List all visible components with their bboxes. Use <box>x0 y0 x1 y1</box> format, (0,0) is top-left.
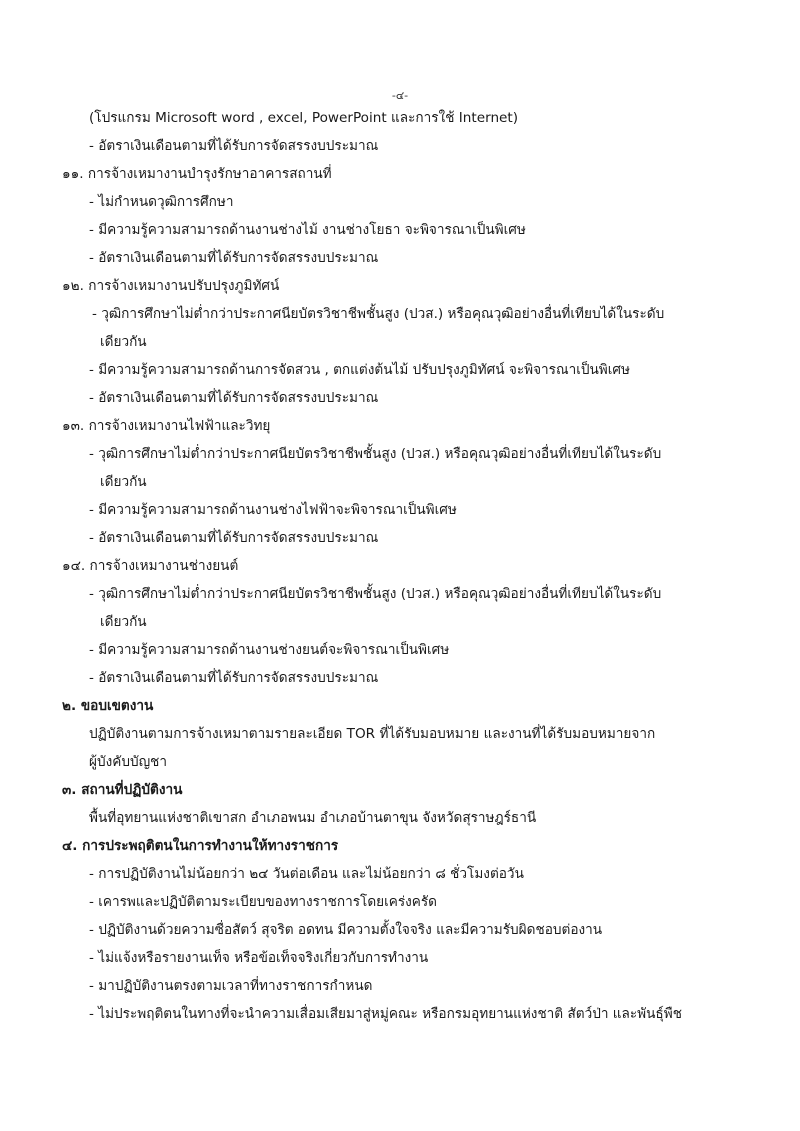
bullet-item: - อัตราเงินเดือนตามที่ได้รับการจัดสรรงบประมาณ <box>89 250 379 266</box>
bullet-item: - ไม่กำหนดวุฒิการศึกษา <box>89 194 234 210</box>
paragraph-line: ปฏิบัติงานตามการจ้างเหมาตามรายละเอียด TOR ที่ได้รับมอบหมาย และงานที่ได้รับมอบหมายจาก <box>89 726 656 742</box>
bullet-item: - มีความรู้ความสามารถด้านงานช่างไม้ งานช่างโยธา จะพิจารณาเป็นพิเศษ <box>89 222 526 238</box>
paragraph-line: เดียวกัน <box>100 474 147 490</box>
bullet-item: - มีความรู้ความสามารถด้านงานช่างไฟฟ้าจะพิจารณาเป็นพิเศษ <box>89 502 457 518</box>
bullet-item: - ไม่แจ้งหรือรายงานเท็จ หรือข้อเท็จจริงเกี่ยวกับการทำงาน <box>89 950 429 966</box>
paragraph-line: ผู้บังคับบัญชา <box>89 754 168 770</box>
bullet-item: - ปฏิบัติงานด้วยความซื่อสัตว์ สุจริต อดทน มีความตั้งใจจริง และมีความรับผิดชอบต่องาน <box>89 922 603 938</box>
section-heading: ๑๑. การจ้างเหมางานบำรุงรักษาอาคารสถานที่ <box>62 166 332 182</box>
section-heading: ๓. สถานที่ปฏิบัติงาน <box>62 782 183 798</box>
paragraph-line: (โปรแกรม Microsoft word , excel, PowerPoint และการใช้ Internet) <box>89 110 519 126</box>
bullet-item: - การปฏิบัติงานไม่น้อยกว่า ๒๔ วันต่อเดือน และไม่น้อยกว่า ๘ ชั่วโมงต่อวัน <box>89 866 524 882</box>
bullet-item: - มีความรู้ความสามารถด้านการจัดสวน , ตกแต่งต้นไม้ ปรับปรุงภูมิทัศน์ จะพิจารณาเป็นพิเศษ <box>89 362 630 378</box>
bullet-item: - วุฒิการศึกษาไม่ต่ำกว่าประกาศนียบัตรวิชาชีพชั้นสูง (ปวส.) หรือคุณวุฒิอย่างอื่นที่เทียบได้ในระดับ <box>92 306 665 322</box>
bullet-item: - อัตราเงินเดือนตามที่ได้รับการจัดสรรงบประมาณ <box>89 390 379 406</box>
section-heading: ๑๒. การจ้างเหมางานปรับปรุงภูมิทัศน์ <box>62 278 280 294</box>
bullet-item: - ไม่ประพฤติตนในทางที่จะนำความเสื่อมเสียมาสู่หมู่คณะ หรือกรมอุทยานแห่งชาติ สัตว์ป่า และพันธุ์พืช <box>89 1006 682 1022</box>
bullet-item: - มาปฏิบัติงานตรงตามเวลาที่ทางราชการกำหนด <box>89 978 373 994</box>
bullet-item: - เคารพและปฏิบัติตามระเบียบของทางราชการโดยเคร่งครัด <box>89 894 438 910</box>
bullet-item: - อัตราเงินเดือนตามที่ได้รับการจัดสรรงบประมาณ <box>89 138 379 154</box>
paragraph-line: พื้นที่อุทยานแห่งชาติเขาสก อำเภอพนม อำเภอบ้านตาขุน จังหวัดสุราษฎร์ธานี <box>89 810 537 826</box>
paragraph-line: เดียวกัน <box>100 334 147 350</box>
section-heading: ๑๓. การจ้างเหมางานไฟฟ้าและวิทยุ <box>62 418 271 434</box>
bullet-item: - วุฒิการศึกษาไม่ต่ำกว่าประกาศนียบัตรวิชาชีพชั้นสูง (ปวส.) หรือคุณวุฒิอย่างอื่นที่เทียบได้ในระดับ <box>89 446 662 462</box>
paragraph-line: เดียวกัน <box>100 614 147 630</box>
bullet-item: - วุฒิการศึกษาไม่ต่ำกว่าประกาศนียบัตรวิชาชีพชั้นสูง (ปวส.) หรือคุณวุฒิอย่างอื่นที่เทียบได้ในระดับ <box>89 586 662 602</box>
section-heading: ๒. ขอบเขตงาน <box>62 698 154 714</box>
bullet-item: - อัตราเงินเดือนตามที่ได้รับการจัดสรรงบประมาณ <box>89 530 379 546</box>
bullet-item: - มีความรู้ความสามารถด้านงานช่างยนต์จะพิจารณาเป็นพิเศษ <box>89 642 450 658</box>
section-heading: ๔. การประพฤติตนในการทำงานให้ทางราชการ <box>62 838 339 854</box>
section-heading: ๑๔. การจ้างเหมางานช่างยนต์ <box>62 558 239 574</box>
page-number: -๔- <box>391 89 409 102</box>
bullet-item: - อัตราเงินเดือนตามที่ได้รับการจัดสรรงบประมาณ <box>89 670 379 686</box>
